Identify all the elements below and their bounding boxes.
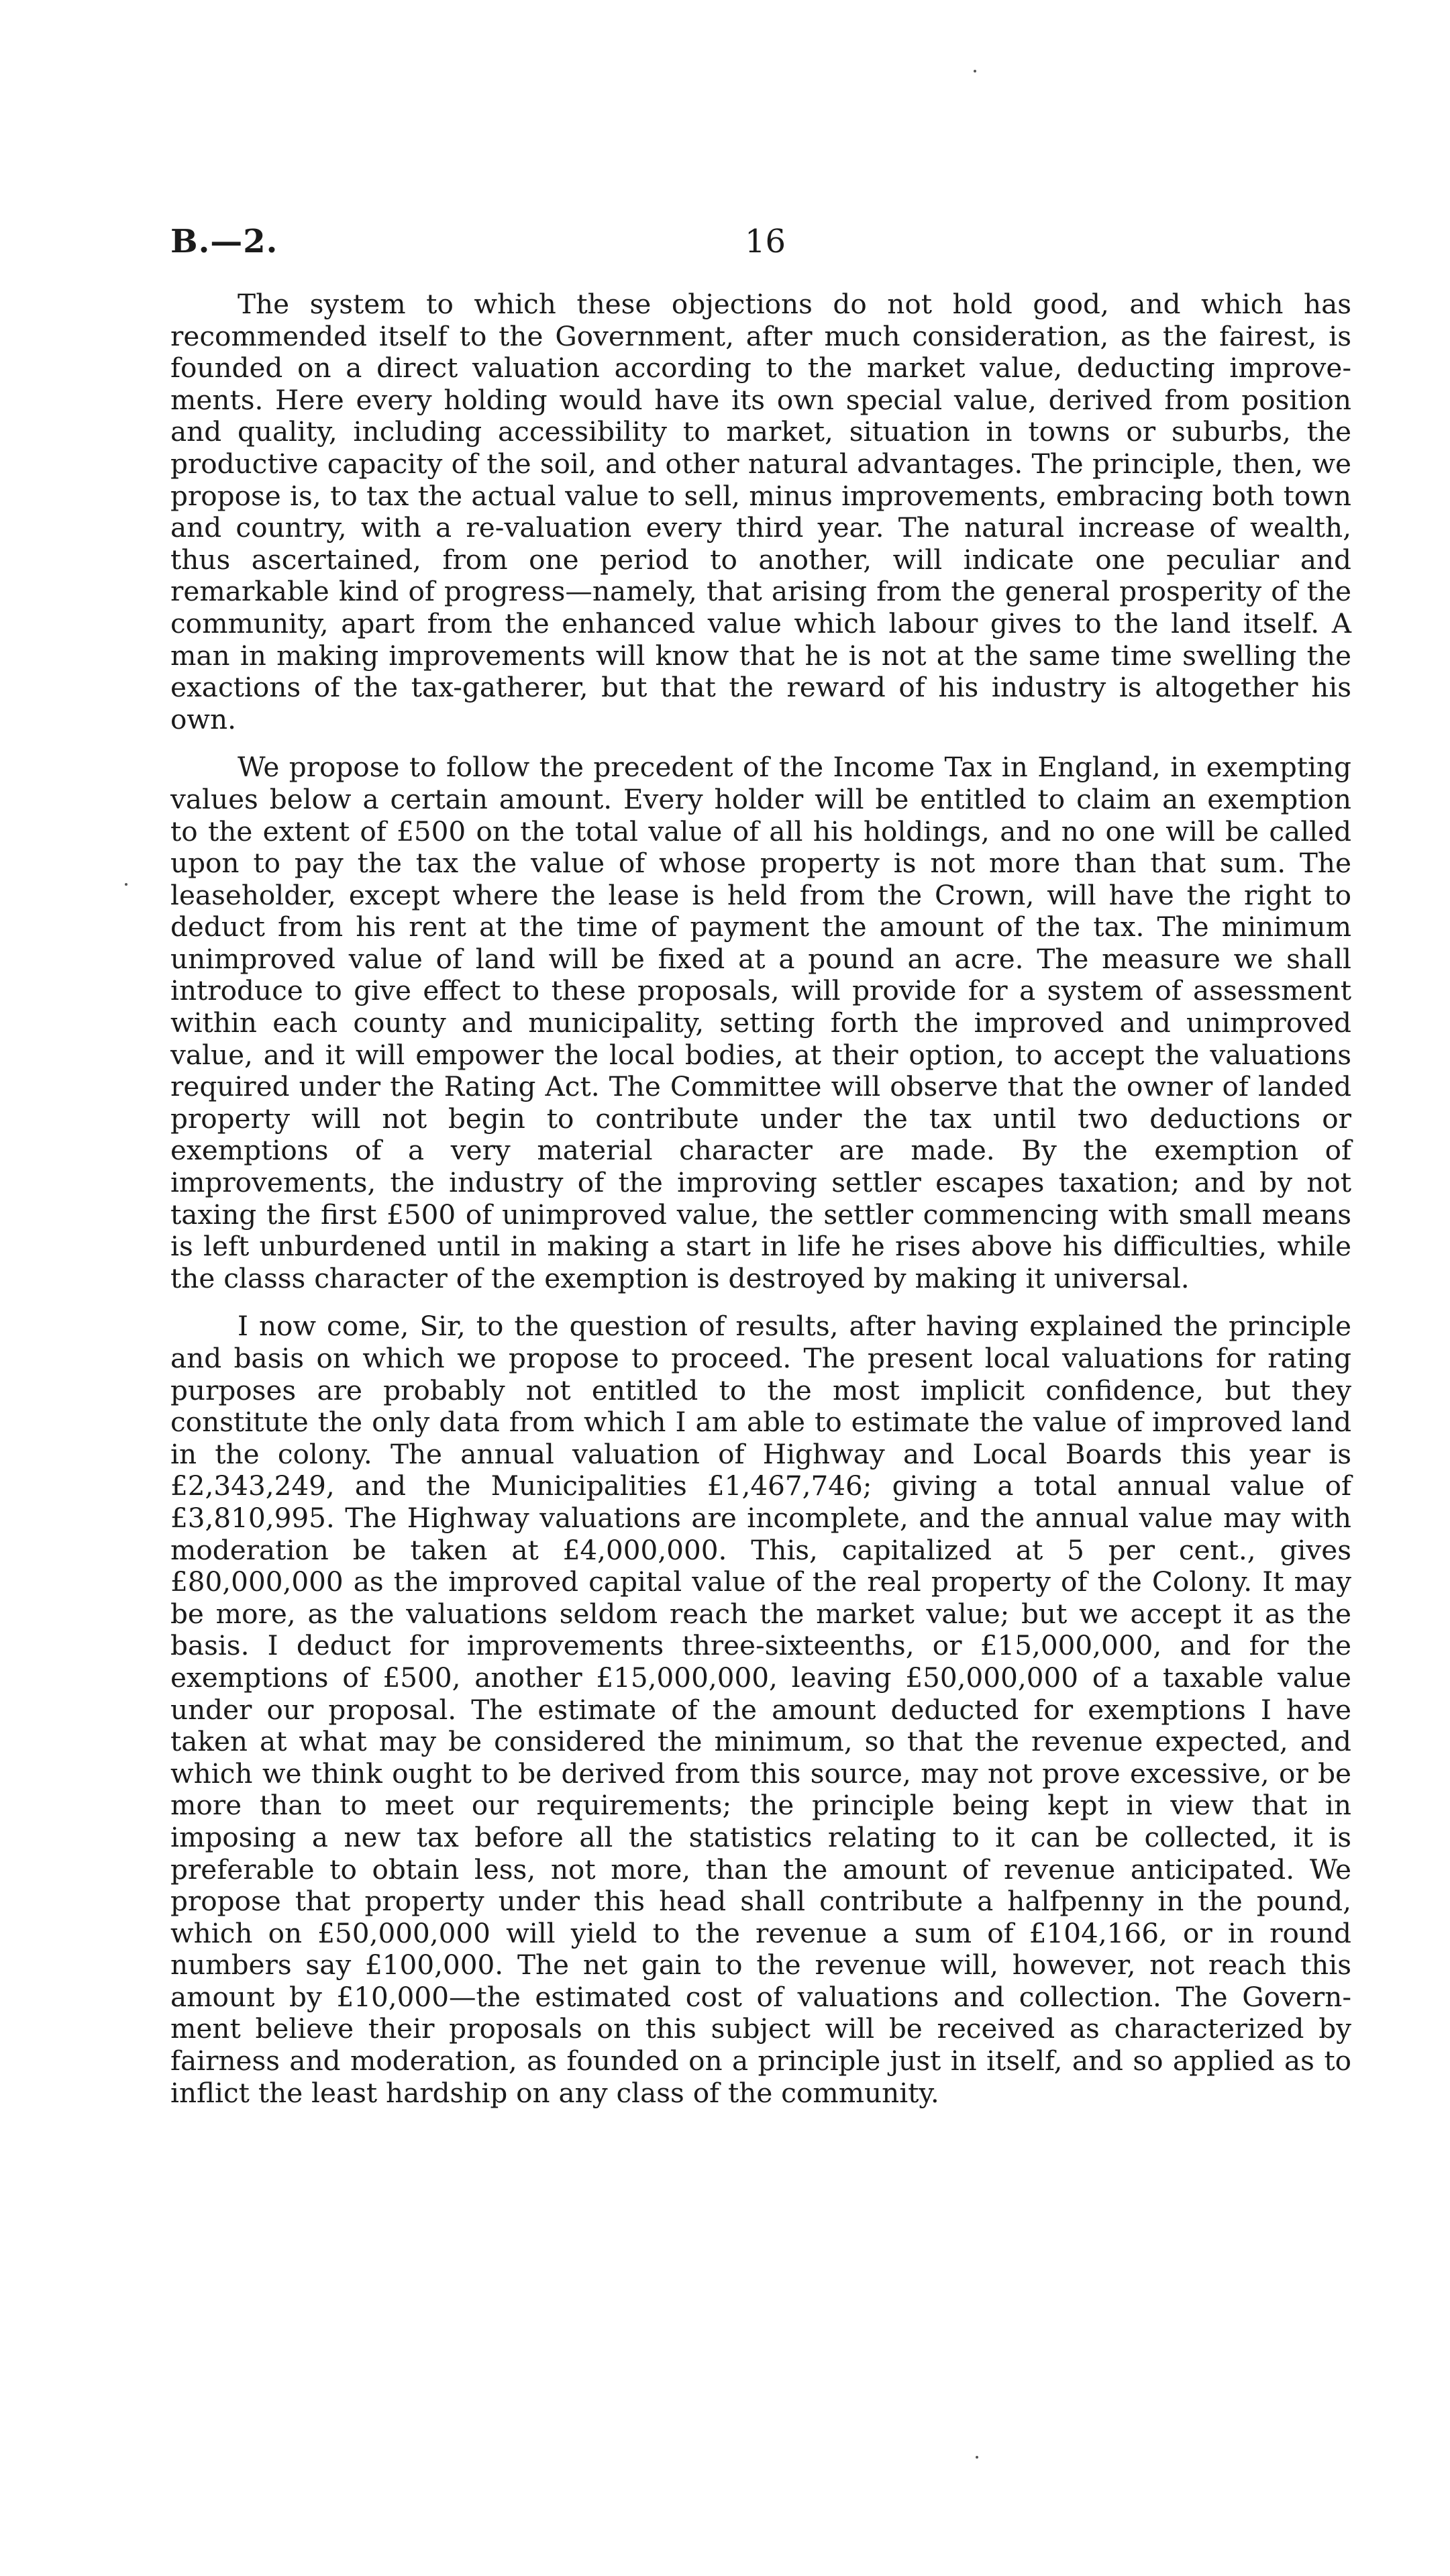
page-number: 16 — [745, 223, 786, 260]
speck-mark — [976, 2456, 978, 2459]
speck-mark — [125, 883, 127, 886]
paragraph-exemptions: We propose to follow the precedent of the Income Tax in England, in exempting values below a certain amount. Every holder will be entitled to claim an exemption to the extent of £500 on the total value of all his holdings, and no one will be called upon to pay the tax the value of whose property is not more than that sum. The leaseholder, except where the lease is held from the Crown, will have the right to deduct from his rent at the time of payment the amount of the tax. The minimum unimproved value of land will be fixed at a pound an acre. The measure we shall introduce to give effect to these proposals, will provide for a system of assessment within each county and municipality, setting forth the improved and unimproved value, and it will empower the local bodies, at their option, to accept the valuations required under the Rating Act. The Committee will observe that the owner of landed property will not begin to contribute under the tax until two deductions or exemptions of a very material character are made. By the exemption of improvements, the industry of the improving settler escapes taxation; and by not taxing the first £500 of unimproved value, the settler commencing with small means is left unburdened until in making a start in life he rises above his difficulties, while the classs character of the exemption is destroyed by making it universal. — [170, 751, 1351, 1294]
paragraph-valuation-system: The system to which these objections do not hold good, and which has recommended itself to the Government, after much consideration, as the fairest, is founded on a direct valuation according to the market value, deducting improvements. Here every holding would have its own special value, derived from position and quality, including accessibility to market, situation in towns or suburbs, the productive capacity of the soil, and other natural advantages. The principle, then, we propose is, to tax the actual value to sell, minus improvements, embracing both town and country, with a re-valuation every third year. The natural increase of wealth, thus ascertained, from one period to another, will indicate one peculiar and remarkable kind of progress—namely, that arising from the general prosperity of the community, apart from the enhanced value which labour gives to the land itself. A man in making improvements will know that he is not at the same time swelling the exactions of the tax-gatherer, but that the reward of his industry is altogether his own. — [170, 288, 1351, 735]
body-text — [170, 289, 1351, 2125]
page-header — [170, 223, 1351, 270]
paragraph-results: I now come, Sir, to the question of results, after having explained the principle and basis on which we propose to proceed. The present local valuations for rating purposes are probably not entitled to the most implicit confidence, but they constitute the only data from which I am able to estimate the value of improved land in the colony. The annual valuation of Highway and Local Boards this year is £2,343,249, and the Municipalities £1,467,746; giving a total annual value of £3,810,995. The Highway valuations are incomplete, and the annual value may with moderation be taken at £4,000,000. This, capitalized at 5 per cent., gives £80,000,000 as the improved capital value of the real property of the Colony. It may be more, as the valuations seldom reach the market value; but we accept it as the basis. I deduct for improvements three-sixteenths, or £15,000,000, and for the exemptions of £500, another £15,000,000, leaving £50,000,000 of a taxable value under our proposal. The estimate of the amount deducted for exemptions I have taken at what may be considered the minimum, so that the revenue expected, and which we think ought to be derived from this source, may not prove excessive, or be more than to meet our requirements; the principle being kept in view that in imposing a new tax before all the statistics relating to it can be collected, it is preferable to obtain less, not more, than the amount of revenue anticipated. We propose that property under this head shall contribute a halfpenny in the pound, which on £50,000,000 will yield to the revenue a sum of £104,166, or in round numbers say £100,000. The net gain to the revenue will, however, not reach this amount by £10,000—the estimated cost of valuations and collection. The Government believe their proposals on this subject will be received as characterized by fairness and moderation, as founded on a principle just in itself, and so applied as to inflict the least hardship on any class of the community. — [170, 1310, 1351, 2109]
speck-mark — [974, 70, 976, 72]
document-reference: B.—2. — [170, 223, 278, 260]
